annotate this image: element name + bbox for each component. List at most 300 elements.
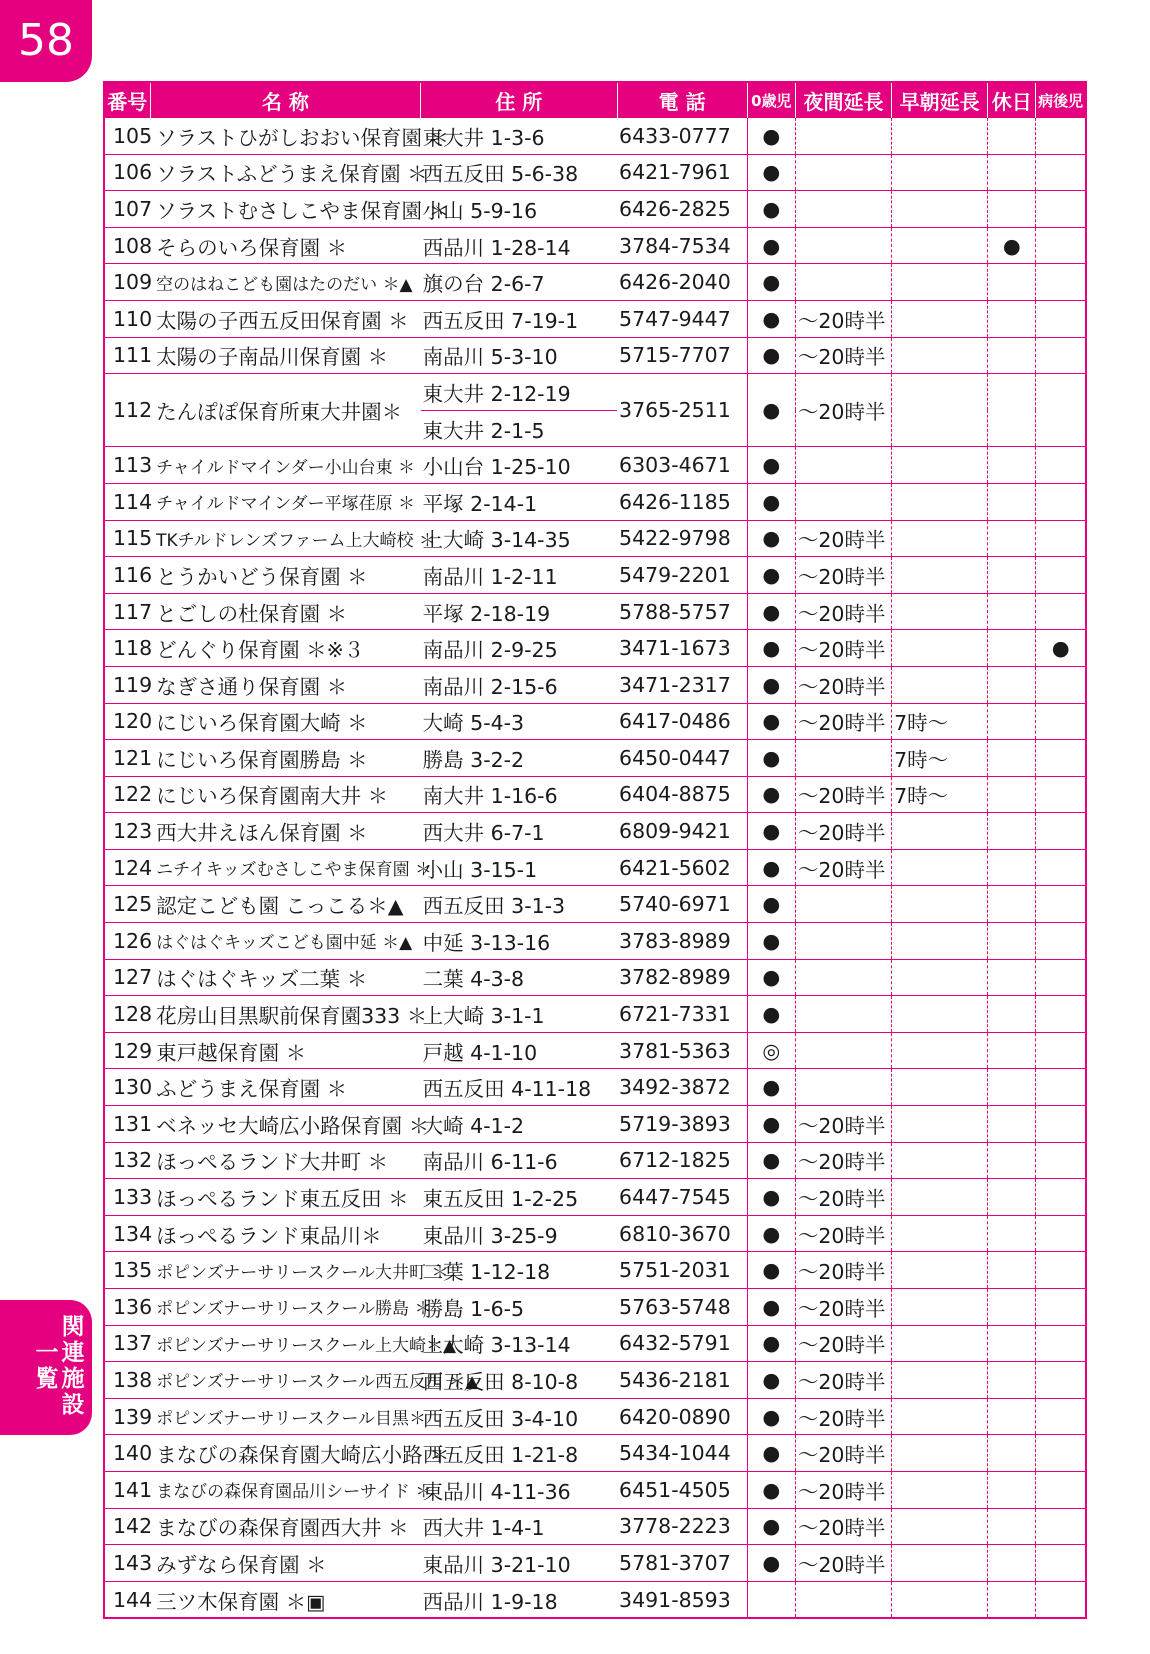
holiday-mark [988, 447, 1036, 484]
sick-child-mark [1036, 300, 1086, 337]
row-number: 130 [104, 1069, 150, 1106]
holiday-mark [988, 849, 1036, 886]
facility-name: にじいろ保育園勝島 ＊ [150, 740, 421, 777]
age0-mark: ● [747, 1325, 795, 1362]
facility-address: 戸越 4-1-10 [421, 1032, 617, 1069]
facility-name: そらのいろ保育園 ＊ [150, 227, 421, 264]
facility-name: まなびの森保育園品川シーサイド ＊ [150, 1471, 421, 1508]
facility-address: 上大崎 3-13-14 [421, 1325, 617, 1362]
holiday-mark [988, 593, 1036, 630]
facility-phone: 6447-7545 [617, 1179, 747, 1216]
row-number: 134 [104, 1215, 150, 1252]
table-row [104, 1362, 1086, 1399]
age0-mark: ◎ [747, 1032, 795, 1069]
holiday-mark [988, 923, 1036, 960]
sick-child-mark [1036, 923, 1086, 960]
age0-mark: ● [747, 1215, 795, 1252]
sick-child-mark [1036, 1106, 1086, 1143]
facility-address: 東五反田 1-2-25 [421, 1179, 617, 1216]
table-row [104, 1289, 1086, 1326]
facility-phone: 5747-9447 [617, 300, 747, 337]
facility-phone: 5422-9798 [617, 520, 747, 557]
early-extension [892, 1215, 988, 1252]
facility-address: 上大崎 3-14-35 [421, 520, 617, 557]
row-number: 143 [104, 1545, 150, 1582]
table-row [104, 1252, 1086, 1289]
age0-mark: ● [747, 593, 795, 630]
night-extension: 〜20時半 [795, 1398, 891, 1435]
sick-child-mark [1036, 666, 1086, 703]
night-extension [795, 886, 891, 923]
early-extension [892, 1106, 988, 1143]
age0-mark: ● [747, 776, 795, 813]
holiday-mark [988, 264, 1036, 301]
night-extension: 〜20時半 [795, 813, 891, 850]
facility-name: はぐはぐキッズ二葉 ＊ [150, 959, 421, 996]
table-row [104, 703, 1086, 740]
holiday-mark [988, 154, 1036, 191]
night-extension [795, 191, 891, 228]
facility-phone: 3778-2223 [617, 1508, 747, 1545]
night-extension: 〜20時半 [795, 337, 891, 374]
row-number: 116 [104, 557, 150, 594]
facility-address: 南品川 6-11-6 [421, 1142, 617, 1179]
early-extension [892, 1435, 988, 1472]
holiday-mark [988, 1581, 1036, 1618]
row-number: 128 [104, 996, 150, 1033]
sick-child-mark [1036, 1325, 1086, 1362]
facility-name: TKチルドレンズファーム上大崎校 ＊ [150, 520, 421, 557]
row-number: 127 [104, 959, 150, 996]
night-extension: 〜20時半 [795, 1289, 891, 1326]
row-number: 112 [104, 374, 150, 447]
row-number: 142 [104, 1508, 150, 1545]
sick-child-mark [1036, 191, 1086, 228]
facility-phone: 6451-4505 [617, 1471, 747, 1508]
facility-name: ベネッセ大崎広小路保育園 ＊ [150, 1106, 421, 1143]
age0-mark: ● [747, 996, 795, 1033]
holiday-mark [988, 520, 1036, 557]
age0-mark: ● [747, 1179, 795, 1216]
sick-child-mark [1036, 1252, 1086, 1289]
side-tab-label-2: 一覧 [35, 1340, 59, 1392]
facility-name: どんぐり保育園 ＊※３ [150, 630, 421, 667]
holiday-mark [988, 1362, 1036, 1399]
age0-mark: ● [747, 813, 795, 850]
night-extension: 〜20時半 [795, 1179, 891, 1216]
facility-phone: 6809-9421 [617, 813, 747, 850]
facility-name: ソラストふどうまえ保育園 ＊ [150, 154, 421, 191]
facility-address: 西五反田 8-10-8 [421, 1362, 617, 1399]
holiday-mark [988, 630, 1036, 667]
facility-address: 小山台 1-25-10 [421, 447, 617, 484]
holiday-mark [988, 666, 1036, 703]
early-extension [892, 447, 988, 484]
holiday-mark [988, 1398, 1036, 1435]
facility-address: 上大崎 3-1-1 [421, 996, 617, 1033]
sick-child-mark [1036, 1289, 1086, 1326]
early-extension: 7時〜 [892, 740, 988, 777]
facility-address: 西五反田 5-6-38 [421, 154, 617, 191]
table-row [104, 520, 1086, 557]
holiday-mark [988, 1069, 1036, 1106]
facility-name: チャイルドマインダー平塚荏原 ＊ [150, 483, 421, 520]
row-number: 122 [104, 776, 150, 813]
facility-name: 花房山目黒駅前保育園333 ＊ [150, 996, 421, 1033]
facility-phone: 5719-3893 [617, 1106, 747, 1143]
sick-child-mark [1036, 374, 1086, 447]
facility-address: 東品川 3-21-10 [421, 1545, 617, 1582]
sick-child-mark [1036, 1362, 1086, 1399]
facility-name: はぐはぐキッズこども園中延 ＊▲ [150, 923, 421, 960]
facility-name: ほっぺるランド大井町 ＊ [150, 1142, 421, 1179]
facility-name: ポピンズナーサリースクール大井町 ＊ [150, 1252, 421, 1289]
facility-phone: 3491-8593 [617, 1581, 747, 1618]
facility-name: 西大井えほん保育園 ＊ [150, 813, 421, 850]
night-extension: 〜20時半 [795, 374, 891, 447]
facility-phone: 6421-5602 [617, 849, 747, 886]
early-extension [892, 300, 988, 337]
early-extension [892, 996, 988, 1033]
facility-phone: 3782-8989 [617, 959, 747, 996]
night-extension: 〜20時半 [795, 1545, 891, 1582]
holiday-mark [988, 1508, 1036, 1545]
table-row [104, 959, 1086, 996]
facility-phone: 6404-8875 [617, 776, 747, 813]
table-row [104, 1215, 1086, 1252]
facility-address: 西五反田 3-4-10 [421, 1398, 617, 1435]
facility-phone: 6712-1825 [617, 1142, 747, 1179]
facility-name: なぎさ通り保育園 ＊ [150, 666, 421, 703]
facility-address: 東品川 4-11-36 [421, 1471, 617, 1508]
facility-name: ソラストひがしおおい保育園 ＊ [150, 118, 421, 155]
row-number: 132 [104, 1142, 150, 1179]
facility-phone: 3471-1673 [617, 630, 747, 667]
age0-mark: ● [747, 1435, 795, 1472]
holiday-mark [988, 1435, 1036, 1472]
age0-mark: ● [747, 1142, 795, 1179]
holiday-mark [988, 483, 1036, 520]
facility-name: とうかいどう保育園 ＊ [150, 557, 421, 594]
early-extension [892, 1471, 988, 1508]
night-extension: 〜20時半 [795, 300, 891, 337]
night-extension: 〜20時半 [795, 520, 891, 557]
night-extension: 〜20時半 [795, 1215, 891, 1252]
sick-child-mark [1036, 740, 1086, 777]
early-extension: 7時〜 [892, 776, 988, 813]
holiday-mark [988, 1545, 1036, 1582]
facility-phone: 6810-3670 [617, 1215, 747, 1252]
facility-phone: 5763-5748 [617, 1289, 747, 1326]
sick-child-mark [1036, 813, 1086, 850]
sick-child-mark [1036, 1581, 1086, 1618]
age0-mark: ● [747, 849, 795, 886]
row-number: 105 [104, 118, 150, 155]
facility-address: 南品川 5-3-10 [421, 337, 617, 374]
age0-mark: ● [747, 959, 795, 996]
early-extension [892, 1581, 988, 1618]
facility-phone: 6426-1185 [617, 483, 747, 520]
header-name: 名 称 [150, 82, 421, 118]
holiday-mark [988, 1325, 1036, 1362]
facility-name: 認定こども園 こっこる＊▲ [150, 886, 421, 923]
holiday-mark [988, 1179, 1036, 1216]
age0-mark: ● [747, 337, 795, 374]
holiday-mark [988, 118, 1036, 155]
age0-mark: ● [747, 520, 795, 557]
holiday-mark [988, 1215, 1036, 1252]
row-number: 121 [104, 740, 150, 777]
age0-mark: ● [747, 1508, 795, 1545]
night-extension: 〜20時半 [795, 557, 891, 594]
sick-child-mark [1036, 447, 1086, 484]
early-extension [892, 886, 988, 923]
facility-name: ソラストむさしこやま保育園 ＊ [150, 191, 421, 228]
table-row [104, 557, 1086, 594]
holiday-mark [988, 191, 1036, 228]
facility-address: 勝島 3-2-2 [421, 740, 617, 777]
night-extension: 〜20時半 [795, 1508, 891, 1545]
table-row [104, 483, 1086, 520]
facility-phone: 6432-5791 [617, 1325, 747, 1362]
row-number: 106 [104, 154, 150, 191]
table-row [104, 740, 1086, 777]
night-extension: 〜20時半 [795, 630, 891, 667]
row-number: 114 [104, 483, 150, 520]
table-row [104, 1471, 1086, 1508]
early-extension [892, 1142, 988, 1179]
facility-name: とごしの杜保育園 ＊ [150, 593, 421, 630]
facility-phone: 5434-1044 [617, 1435, 747, 1472]
holiday-mark [988, 703, 1036, 740]
row-number: 144 [104, 1581, 150, 1618]
facility-name: まなびの森保育園西大井 ＊ [150, 1508, 421, 1545]
facility-phone: 3784-7534 [617, 227, 747, 264]
facility-phone: 6303-4671 [617, 447, 747, 484]
facility-name: ほっぺるランド東五反田 ＊ [150, 1179, 421, 1216]
holiday-mark [988, 1252, 1036, 1289]
page-number: 58 [0, 0, 92, 82]
table-body [104, 118, 1086, 1619]
facility-phone: 6721-7331 [617, 996, 747, 1033]
early-extension [892, 1325, 988, 1362]
sick-child-mark [1036, 1398, 1086, 1435]
row-number: 124 [104, 849, 150, 886]
row-number: 129 [104, 1032, 150, 1069]
facility-address: 勝島 1-6-5 [421, 1289, 617, 1326]
facility-phone: 6421-7961 [617, 154, 747, 191]
age0-mark: ● [747, 1398, 795, 1435]
row-number: 111 [104, 337, 150, 374]
facility-name: ニチイキッズむさしこやま保育園 ＊ [150, 849, 421, 886]
header-address: 住 所 [421, 82, 617, 118]
table-row [104, 1325, 1086, 1362]
table-row [104, 630, 1086, 667]
table-row [104, 191, 1086, 228]
table-row [104, 1398, 1086, 1435]
age0-mark: ● [747, 1252, 795, 1289]
sick-child-mark [1036, 886, 1086, 923]
table-row [104, 996, 1086, 1033]
early-extension [892, 1545, 988, 1582]
early-extension [892, 1362, 988, 1399]
facility-address: 南大井 1-16-6 [421, 776, 617, 813]
night-extension [795, 264, 891, 301]
early-extension [892, 1069, 988, 1106]
facility-phone: 6450-0447 [617, 740, 747, 777]
table-row [104, 227, 1086, 264]
holiday-mark [988, 886, 1036, 923]
facility-name: 太陽の子南品川保育園 ＊ [150, 337, 421, 374]
table-header-row [104, 82, 1086, 118]
facility-phone: 3765-2511 [617, 374, 747, 447]
age0-mark: ● [747, 703, 795, 740]
facility-phone: 5788-5757 [617, 593, 747, 630]
early-extension [892, 520, 988, 557]
facility-phone: 5740-6971 [617, 886, 747, 923]
night-extension [795, 118, 891, 155]
age0-mark: ● [747, 300, 795, 337]
row-number: 125 [104, 886, 150, 923]
night-extension [795, 227, 891, 264]
early-extension [892, 264, 988, 301]
row-number: 119 [104, 666, 150, 703]
night-extension: 〜20時半 [795, 1142, 891, 1179]
sick-child-mark [1036, 227, 1086, 264]
facility-name: ポピンズナーサリースクール目黒＊ [150, 1398, 421, 1435]
facility-address: 西五反田 1-21-8 [421, 1435, 617, 1472]
sick-child-mark [1036, 520, 1086, 557]
facility-phone: 6426-2825 [617, 191, 747, 228]
facility-name: まなびの森保育園大崎広小路 ＊ [150, 1435, 421, 1472]
night-extension [795, 740, 891, 777]
facility-address: 中延 3-13-16 [421, 923, 617, 960]
night-extension: 〜20時半 [795, 1106, 891, 1143]
sick-child-mark [1036, 849, 1086, 886]
facility-address: 西品川 1-28-14 [421, 227, 617, 264]
sick-child-mark [1036, 1032, 1086, 1069]
age0-mark: ● [747, 1106, 795, 1143]
facility-name: 東戸越保育園 ＊ [150, 1032, 421, 1069]
holiday-mark [988, 1289, 1036, 1326]
table-row [104, 1508, 1086, 1545]
facility-table [103, 81, 1087, 1619]
facility-name: にじいろ保育園大崎 ＊ [150, 703, 421, 740]
facility-address: 西大井 6-7-1 [421, 813, 617, 850]
row-number: 140 [104, 1435, 150, 1472]
age0-mark: ● [747, 1069, 795, 1106]
table-row [104, 1142, 1086, 1179]
row-number: 131 [104, 1106, 150, 1143]
header-sick: 病後児 [1036, 82, 1086, 118]
holiday-mark [988, 776, 1036, 813]
facility-phone: 6417-0486 [617, 703, 747, 740]
sick-child-mark [1036, 1142, 1086, 1179]
facility-address: 平塚 2-18-19 [421, 593, 617, 630]
row-number: 133 [104, 1179, 150, 1216]
facility-address: 平塚 2-14-1 [421, 483, 617, 520]
facility-phone: 5436-2181 [617, 1362, 747, 1399]
row-number: 137 [104, 1325, 150, 1362]
row-number: 126 [104, 923, 150, 960]
header-phone: 電 話 [617, 82, 747, 118]
early-extension [892, 630, 988, 667]
early-extension [892, 191, 988, 228]
facility-address: 二葉 1-12-18 [421, 1252, 617, 1289]
early-extension [892, 1508, 988, 1545]
facility-phone: 3471-2317 [617, 666, 747, 703]
age0-mark: ● [747, 483, 795, 520]
night-extension [795, 1032, 891, 1069]
holiday-mark [988, 300, 1036, 337]
age0-mark: ● [747, 557, 795, 594]
table-row [104, 593, 1086, 630]
table-row [104, 1032, 1086, 1069]
night-extension: 〜20時半 [795, 776, 891, 813]
night-extension [795, 1581, 891, 1618]
sick-child-mark [1036, 154, 1086, 191]
early-extension [892, 1289, 988, 1326]
table-row [104, 337, 1086, 374]
facility-phone: 3783-8989 [617, 923, 747, 960]
sick-child-mark [1036, 776, 1086, 813]
age0-mark: ● [747, 1362, 795, 1399]
age0-mark [747, 1581, 795, 1618]
age0-mark: ● [747, 923, 795, 960]
section-side-tab [0, 1300, 92, 1435]
age0-mark: ● [747, 1471, 795, 1508]
early-extension [892, 374, 988, 447]
facility-name: ポピンズナーサリースクール西五反田 ＊▲ [150, 1362, 421, 1399]
facility-address: 東大井 1-3-6 [421, 118, 617, 155]
sick-child-mark [1036, 996, 1086, 1033]
holiday-mark [988, 1471, 1036, 1508]
facility-address: 南品川 1-2-11 [421, 557, 617, 594]
age0-mark: ● [747, 740, 795, 777]
early-extension [892, 959, 988, 996]
row-number: 141 [104, 1471, 150, 1508]
early-extension [892, 593, 988, 630]
facility-address: 西品川 1-9-18 [421, 1581, 617, 1618]
side-tab-label-1: 関連施設 [61, 1314, 85, 1418]
night-extension: 〜20時半 [795, 849, 891, 886]
row-number: 123 [104, 813, 150, 850]
age0-mark: ● [747, 1545, 795, 1582]
age0-mark: ● [747, 447, 795, 484]
early-extension [892, 813, 988, 850]
night-extension: 〜20時半 [795, 593, 891, 630]
age0-mark: ● [747, 191, 795, 228]
holiday-mark: ● [988, 227, 1036, 264]
row-number: 113 [104, 447, 150, 484]
early-extension [892, 483, 988, 520]
holiday-mark [988, 740, 1036, 777]
table-row [104, 849, 1086, 886]
early-extension [892, 1398, 988, 1435]
sick-child-mark [1036, 1215, 1086, 1252]
row-number: 110 [104, 300, 150, 337]
table-row [104, 1545, 1086, 1582]
facility-address: 小山 5-9-16 [421, 191, 617, 228]
row-number: 108 [104, 227, 150, 264]
night-extension [795, 483, 891, 520]
table-row [104, 154, 1086, 191]
facility-address: 西五反田 3-1-3 [421, 886, 617, 923]
age0-mark: ● [747, 886, 795, 923]
row-number: 107 [104, 191, 150, 228]
facility-address: 小山 3-15-1 [421, 849, 617, 886]
header-age0: 0歳児 [747, 82, 795, 118]
